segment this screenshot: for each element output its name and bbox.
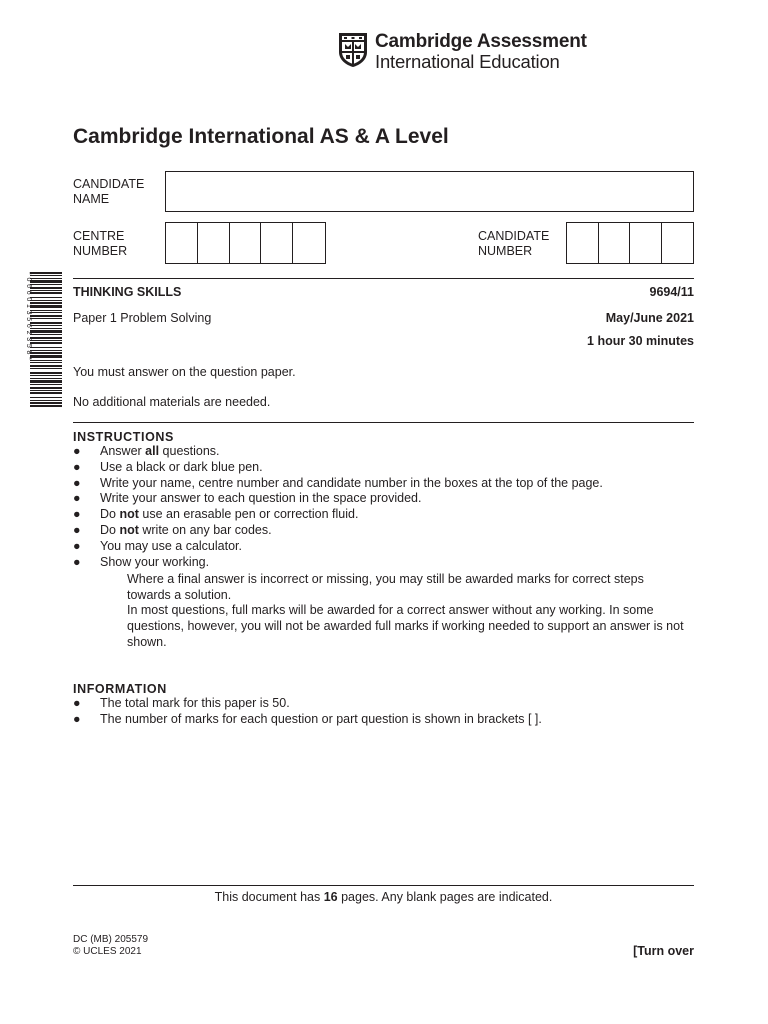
barcode-bar bbox=[30, 390, 62, 391]
list-text: write on any bar codes. bbox=[138, 522, 272, 537]
barcode-bars bbox=[30, 272, 62, 407]
barcode-bar bbox=[30, 337, 62, 339]
qualification-title: Cambridge International AS & A Level bbox=[73, 125, 449, 148]
instructions-section bbox=[73, 430, 603, 570]
copyright: © UCLES 2021 bbox=[73, 946, 142, 957]
bullet-icon: ● bbox=[73, 491, 81, 506]
divider bbox=[73, 422, 694, 423]
centre-number-digit-box[interactable] bbox=[261, 223, 293, 263]
candidate-number-digit-box[interactable] bbox=[567, 223, 599, 263]
barcode-bar bbox=[30, 280, 62, 283]
barcode-bar bbox=[30, 375, 62, 376]
syllabus-code: 9694/11 bbox=[649, 285, 694, 299]
barcode-bar bbox=[30, 405, 62, 407]
candidate-number-digit-box[interactable] bbox=[662, 223, 693, 263]
list-item bbox=[73, 444, 603, 460]
barcode-bar bbox=[30, 342, 62, 344]
centre-number-digit-box[interactable] bbox=[230, 223, 262, 263]
bullet-icon: ● bbox=[73, 696, 81, 710]
candidate-number-label-line-1: CANDIDATE bbox=[478, 229, 550, 243]
barcode-bar bbox=[30, 334, 62, 335]
centre-number-digit-box[interactable] bbox=[166, 223, 198, 263]
list-item bbox=[73, 491, 603, 507]
information-heading: INFORMATION bbox=[73, 682, 167, 696]
barcode-bar bbox=[30, 330, 62, 333]
bullet-icon: ● bbox=[73, 522, 81, 537]
list-text: Answer bbox=[100, 444, 146, 458]
page-count-note bbox=[73, 890, 694, 904]
barcode-bar bbox=[30, 392, 62, 394]
barcode-bar bbox=[30, 300, 62, 301]
barcode-bar bbox=[30, 310, 62, 311]
list-text: Do bbox=[100, 507, 120, 522]
list-text: Write your answer to each question in the space provided. bbox=[100, 491, 422, 506]
bullet-icon: ● bbox=[73, 711, 81, 726]
barcode-bar bbox=[30, 290, 62, 291]
candidate-number-label-line-2: NUMBER bbox=[478, 244, 533, 258]
centre-number-label-line-1: CENTRE bbox=[73, 229, 125, 243]
barcode-bar bbox=[30, 340, 62, 341]
barcode-bar bbox=[30, 372, 62, 374]
barcode-bar bbox=[30, 278, 62, 279]
list-item bbox=[73, 696, 542, 712]
information-section bbox=[73, 682, 542, 728]
bullet-icon: ● bbox=[73, 554, 81, 569]
list-text: use an erasable pen or correction fluid. bbox=[138, 507, 359, 522]
centre-number-field[interactable] bbox=[165, 222, 326, 264]
list-item bbox=[73, 555, 603, 571]
barcode-bar bbox=[30, 292, 62, 294]
barcode-bar bbox=[30, 397, 62, 398]
bullet-icon: ● bbox=[73, 444, 81, 458]
list-item bbox=[73, 523, 603, 539]
logo-line-1: Cambridge Assessment bbox=[375, 31, 587, 52]
list-emphasis: not bbox=[119, 522, 139, 537]
barcode-bar bbox=[30, 365, 62, 367]
bullet-icon: ● bbox=[73, 475, 81, 490]
working-note-2: In most questions, full marks will be awarded for a correct answer without any working. In some questions, however, you will not be awarded full marks if working needed to support an answer is not shown. bbox=[127, 603, 684, 649]
information-list bbox=[73, 696, 542, 728]
list-item bbox=[73, 539, 603, 555]
candidate-number-label bbox=[478, 229, 549, 259]
barcode-bar bbox=[30, 315, 62, 317]
barcode-bar bbox=[30, 352, 62, 354]
barcode bbox=[30, 272, 62, 407]
barcode-bar bbox=[30, 302, 62, 304]
bullet-icon: ● bbox=[73, 459, 81, 474]
list-text: The number of marks for each question or part question is shown in brackets [ ]. bbox=[100, 711, 542, 726]
barcode-bar bbox=[30, 328, 62, 329]
barcode-bar bbox=[30, 322, 62, 324]
list-text: Do bbox=[100, 522, 120, 537]
barcode-bar bbox=[30, 272, 62, 274]
barcode-bar bbox=[30, 297, 62, 298]
list-text: questions. bbox=[159, 444, 220, 458]
paper-name: Paper 1 Problem Solving bbox=[73, 311, 212, 325]
barcode-bar bbox=[30, 350, 62, 351]
bullet-icon: ● bbox=[73, 538, 81, 553]
page-count-text: pages. Any blank pages are indicated. bbox=[337, 890, 553, 904]
barcode-bar bbox=[30, 355, 62, 358]
list-item bbox=[73, 476, 603, 492]
turn-over: [Turn over bbox=[633, 944, 694, 958]
centre-number-digit-box[interactable] bbox=[198, 223, 230, 263]
barcode-bar bbox=[30, 318, 62, 319]
cambridge-logo bbox=[338, 30, 587, 72]
barcode-digits bbox=[22, 272, 34, 407]
barcode-bar bbox=[30, 325, 62, 326]
candidate-name-label-line-2: NAME bbox=[73, 192, 110, 206]
cambridge-shield-icon bbox=[338, 32, 368, 68]
barcode-bar bbox=[30, 312, 62, 313]
barcode-bar bbox=[30, 284, 62, 285]
list-item bbox=[73, 712, 542, 728]
barcode-bar bbox=[30, 275, 62, 276]
candidate-name-label-line-1: CANDIDATE bbox=[73, 177, 145, 191]
centre-number-digit-box[interactable] bbox=[293, 223, 325, 263]
list-text: Write your name, centre number and candidate number in the boxes at the top of the page. bbox=[100, 475, 603, 490]
page-count-text: This document has bbox=[214, 890, 324, 904]
page-count-number: 16 bbox=[323, 890, 338, 904]
list-item bbox=[73, 460, 603, 476]
list-text: The total mark for this paper is 50. bbox=[100, 696, 290, 710]
barcode-bar bbox=[30, 380, 62, 383]
barcode-digits-text: * 0 6 6 0 1 3 5 6 2 3 5 8 * bbox=[25, 272, 32, 361]
divider bbox=[73, 885, 694, 886]
candidate-number-field[interactable] bbox=[566, 222, 694, 264]
candidate-number-digit-box[interactable] bbox=[599, 223, 631, 263]
exam-session: May/June 2021 bbox=[605, 311, 694, 325]
answer-on-paper-note: You must answer on the question paper. bbox=[73, 365, 296, 379]
barcode-bar bbox=[30, 368, 62, 369]
list-item bbox=[73, 507, 603, 523]
instructions-heading: INSTRUCTIONS bbox=[73, 430, 174, 444]
instructions-list bbox=[73, 444, 603, 570]
barcode-bar bbox=[30, 402, 62, 404]
barcode-bar bbox=[30, 360, 62, 361]
subject-name: THINKING SKILLS bbox=[73, 285, 182, 299]
divider bbox=[73, 278, 694, 279]
list-text: Use a black or dark blue pen. bbox=[100, 459, 263, 474]
barcode-bar bbox=[30, 387, 62, 389]
list-emphasis: all bbox=[145, 444, 160, 458]
barcode-bar bbox=[30, 378, 62, 379]
barcode-bar bbox=[30, 305, 62, 308]
barcode-bar bbox=[30, 287, 62, 289]
logo-line-2: International Education bbox=[375, 51, 560, 72]
list-text: Show your working. bbox=[100, 554, 210, 569]
list-emphasis: not bbox=[119, 507, 139, 522]
centre-number-label-line-2: NUMBER bbox=[73, 244, 128, 258]
centre-number-label bbox=[73, 229, 127, 259]
barcode-bar bbox=[30, 347, 62, 348]
candidate-name-field[interactable] bbox=[165, 171, 694, 212]
list-text: You may use a calculator. bbox=[100, 538, 242, 553]
barcode-bar bbox=[30, 400, 62, 401]
working-note-1: Where a final answer is incorrect or missing, you may still be awarded marks for correct steps towards a solution. bbox=[127, 572, 644, 602]
exam-duration: 1 hour 30 minutes bbox=[587, 334, 694, 348]
no-materials-note: No additional materials are needed. bbox=[73, 395, 271, 409]
candidate-number-digit-box[interactable] bbox=[630, 223, 662, 263]
document-reference bbox=[73, 934, 148, 958]
barcode-bar bbox=[30, 362, 62, 363]
candidate-name-label bbox=[73, 177, 144, 207]
barcode-bar bbox=[30, 384, 62, 385]
document-code: DC (MB) 205579 bbox=[73, 934, 149, 945]
bullet-icon: ● bbox=[73, 507, 81, 522]
